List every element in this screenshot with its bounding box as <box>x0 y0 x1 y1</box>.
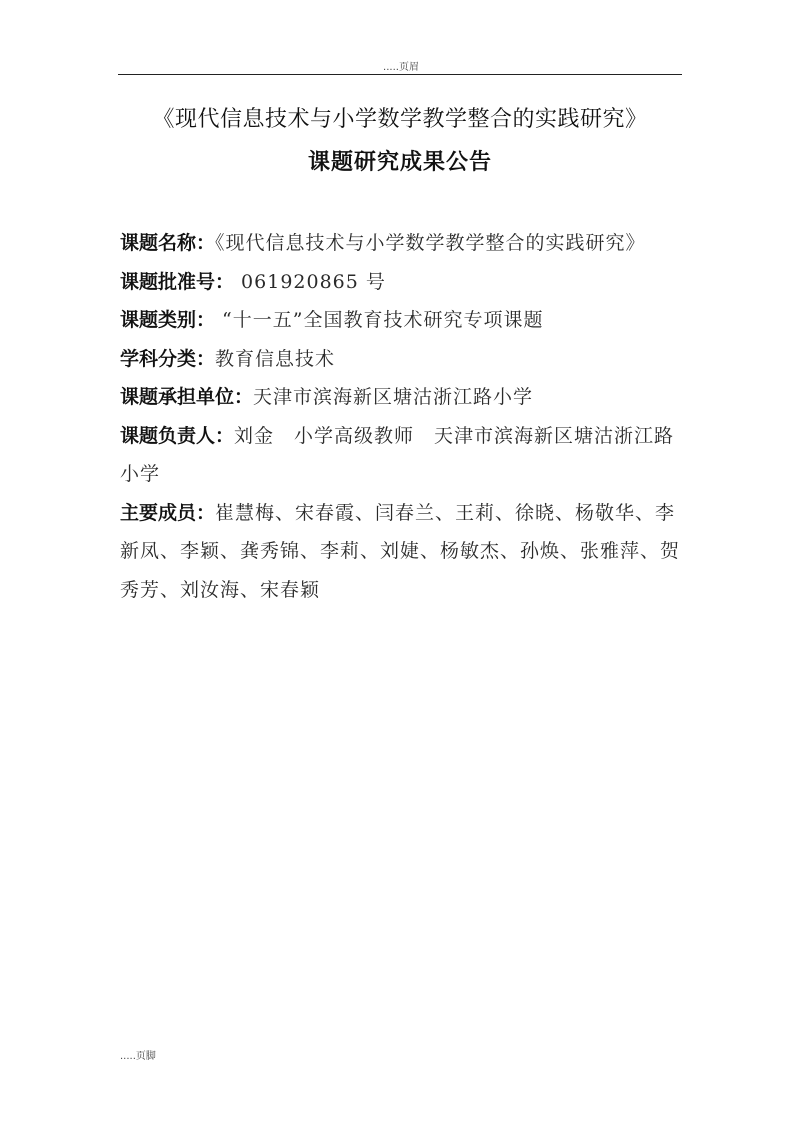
field-project-name <box>120 224 680 263</box>
page-header: .....页眉 <box>383 62 419 73</box>
field-label: 学科分类： <box>120 347 216 370</box>
field-label: 主要成员： <box>120 501 216 524</box>
header-divider <box>118 74 682 75</box>
field-project-leader <box>120 417 680 494</box>
field-subject-classification <box>120 340 680 379</box>
field-label: 课题名称： <box>120 232 216 254</box>
field-label: 课题类别： <box>120 309 216 331</box>
field-value: 崔慧梅、宋春霞、闫春兰、王莉、徐晓、杨敬华、李新凤、李颖、龚秀锦、李莉、刘婕、杨敏杰、孙焕、张雅萍、贺秀芳、刘汝海、宋春颖 <box>120 501 681 601</box>
field-label: 课题负责人： <box>120 424 235 447</box>
field-value: 天津市滨海新区塘沽浙江路小学 <box>253 386 534 408</box>
document-title: 《现代信息技术与小学数学教学整合的实践研究》 <box>152 107 648 132</box>
document-subtitle: 课题研究成果公告 <box>307 150 492 175</box>
field-label: 课题批准号： <box>120 270 235 293</box>
field-value: “十一五”全国教育技术研究专项课题 <box>215 309 544 331</box>
field-main-members <box>120 494 680 610</box>
document-body <box>120 224 680 609</box>
field-value: 061920865 号 <box>234 270 386 293</box>
field-host-institution <box>120 378 680 417</box>
field-value: 教育信息技术 <box>215 347 336 370</box>
field-value: 《现代信息技术与小学数学教学整合的实践研究》 <box>215 232 646 254</box>
field-project-category <box>120 301 680 340</box>
field-approval-number <box>120 263 680 302</box>
field-value: 刘金 小学高级教师 天津市滨海新区塘沽浙江路小学 <box>120 424 675 485</box>
page-footer: .....页脚 <box>120 1051 156 1062</box>
field-label: 课题承担单位： <box>120 386 254 408</box>
